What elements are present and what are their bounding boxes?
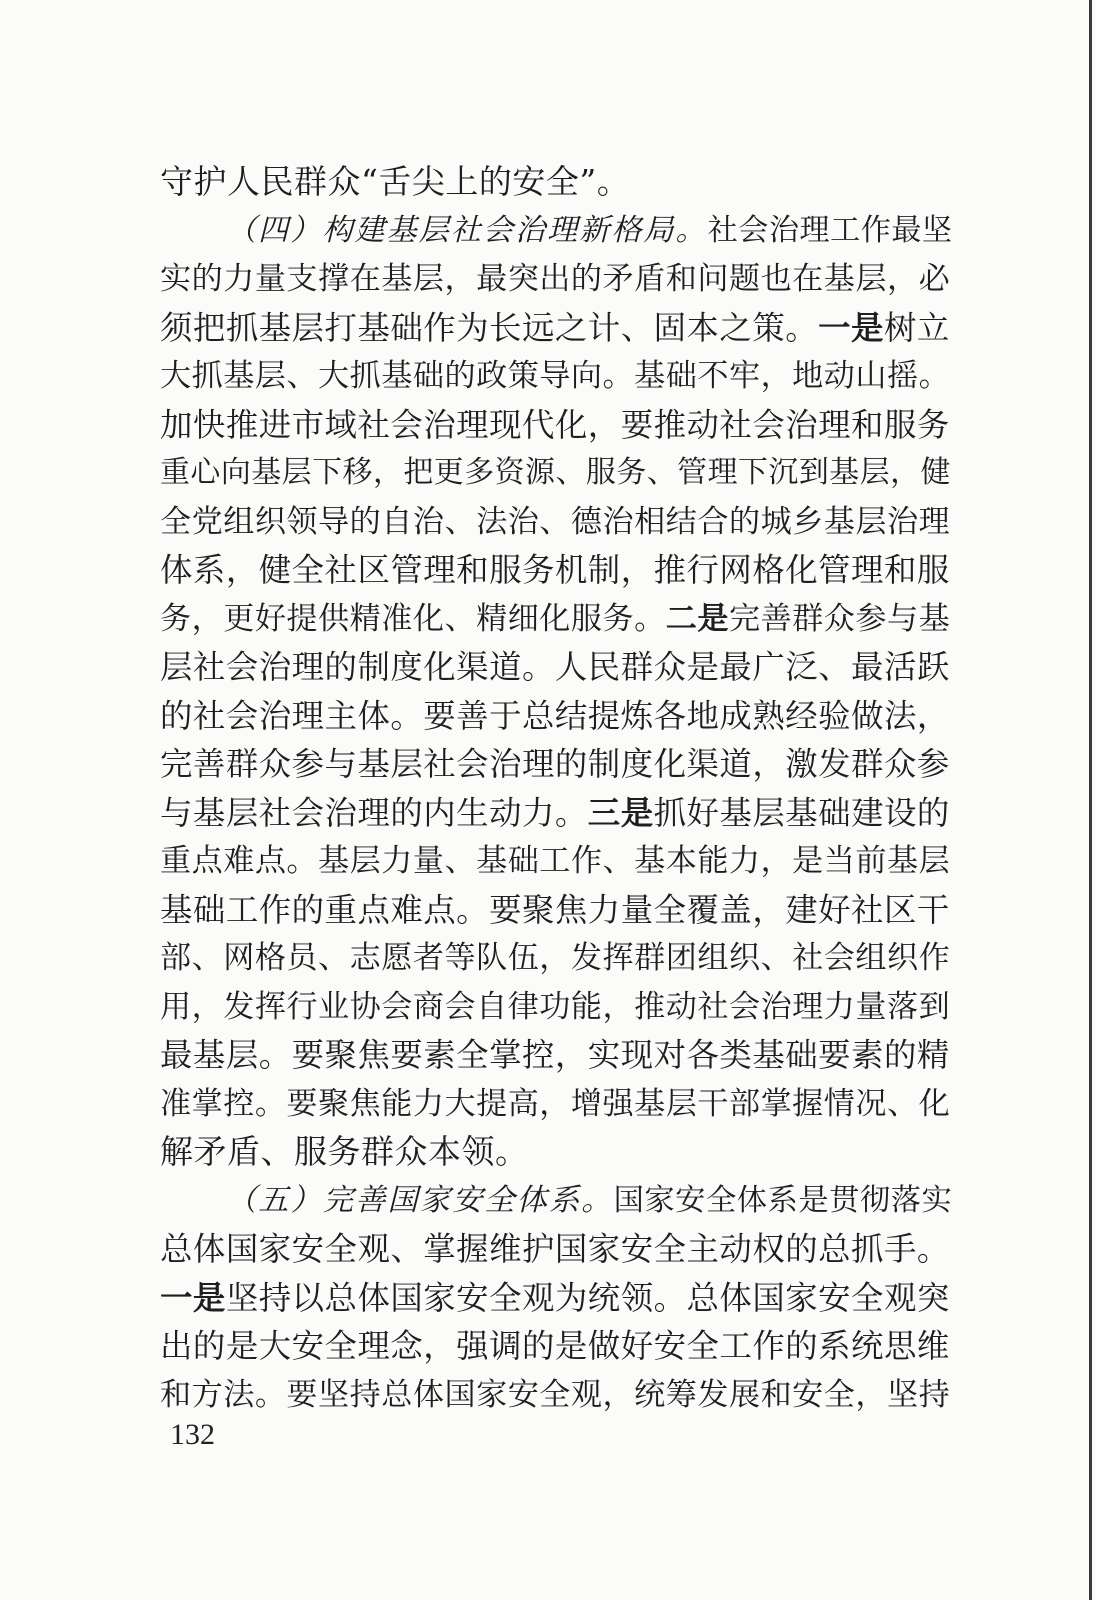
text-line-18 (160, 983, 951, 1032)
body-text (160, 158, 953, 1419)
line-text: 最基层。要聚焦要素全掌控，实现对各类基础要素的精 (160, 1036, 950, 1074)
line-text: 国家安全体系是贯彻落实 (613, 1182, 953, 1218)
line-text: 完善群众参与基层社会治理的制度化渠道，激发群众参 (160, 745, 950, 783)
page-number: 132 (170, 1418, 215, 1451)
line-text: 大抓基层、大抓基础的政策导向。基础不牢，地动山摇。 (160, 358, 951, 394)
line-text: 重心向基层下移，把更多资源、服务、管理下沉到基层，健 (160, 455, 951, 490)
section-heading-four: （四）构建基层社会治理新格局。 (226, 212, 708, 248)
text-line-15 (160, 837, 951, 886)
line-text: 的社会治理主体。要善于总结提炼各地成熟经验做法， (160, 696, 950, 735)
text-line-16 (160, 886, 950, 935)
text-line-22-section-five-heading (160, 1177, 953, 1226)
text-line-1 (160, 158, 940, 207)
line-text: 基础工作的重点难点。要聚焦力量全覆盖，建好社区干 (160, 890, 950, 929)
section-heading-five: （五）完善国家安全体系。 (226, 1182, 614, 1218)
line-text: 解矛盾、服务群众本领。 (160, 1132, 529, 1171)
line-text: 用，发挥行业协会商会自律功能，推动社会治理力量落到 (160, 988, 951, 1025)
line-text: 须把抓基层打基础作为长远之计、固本之策。 (160, 308, 819, 347)
line-text: 树立 (883, 308, 950, 347)
text-line-25 (160, 1322, 950, 1371)
text-line-13 (160, 740, 950, 789)
text-line-2-section-four-heading (160, 207, 953, 256)
text-line-11 (160, 643, 950, 692)
point-one-label: 一是 (160, 1278, 226, 1317)
text-line-3 (160, 255, 951, 304)
line-text: 守护人民群众“舌尖上的安全”。 (160, 162, 631, 201)
text-line-20 (160, 1080, 951, 1129)
text-line-9 (160, 546, 950, 595)
point-three-label: 三是 (587, 793, 654, 832)
line-text: 社会治理工作最坚 (707, 212, 953, 248)
line-text: 层社会治理的制度化渠道。人民群众是最广泛、最活跃 (160, 648, 950, 686)
text-line-10 (160, 595, 951, 644)
point-two-label: 二是 (665, 600, 729, 637)
line-text: 加快推进市域社会治理现代化，要推动社会治理和服务 (160, 405, 950, 444)
text-line-12 (160, 692, 950, 741)
line-text: 总体国家安全观、掌握维护国家安全主动权的总抓手。 (160, 1230, 950, 1268)
line-text: 实的力量支撑在基层，最突出的矛盾和问题也在基层，必 (160, 261, 951, 297)
line-text: 完善群众参与基 (728, 600, 951, 637)
text-line-24 (160, 1274, 950, 1323)
line-text: 和方法。要坚持总体国家安全观，统筹发展和安全，坚持 (160, 1376, 951, 1413)
line-text: 全党组织领导的自治、法治、德治相结合的城乡基层治理 (160, 503, 951, 540)
page-edge-line (1089, 0, 1092, 1600)
text-line-4 (160, 304, 950, 353)
text-line-21 (160, 1128, 940, 1177)
line-text: 务，更好提供精准化、精细化服务。 (160, 600, 666, 637)
text-line-17 (160, 934, 951, 983)
line-text: 准掌控。要聚焦能力大提高，增强基层干部掌握情况、化 (160, 1085, 951, 1122)
text-line-14 (160, 789, 950, 838)
text-line-19 (160, 1031, 950, 1080)
line-text: 出的是大安全理念，强调的是做好安全工作的系统思维 (160, 1327, 950, 1365)
text-line-7 (160, 449, 951, 498)
line-text: 与基层社会治理的内生动力。 (160, 793, 588, 832)
text-line-26 (160, 1371, 951, 1420)
point-one-label: 一是 (818, 308, 884, 347)
text-line-23 (160, 1225, 950, 1274)
text-line-8 (160, 498, 951, 547)
text-line-5 (160, 352, 951, 401)
line-text: 部、网格员、志愿者等队伍，发挥群团组织、社会组织作 (160, 940, 951, 976)
line-text: 抓好基层基础建设的 (653, 793, 950, 832)
text-line-6 (160, 401, 950, 450)
line-text: 坚持以总体国家安全观为统领。总体国家安全观突 (225, 1278, 950, 1317)
line-text: 重点难点。基层力量、基础工作、基本能力，是当前基层 (160, 843, 951, 879)
line-text: 体系，健全社区管理和服务机制，推行网格化管理和服 (160, 551, 950, 589)
